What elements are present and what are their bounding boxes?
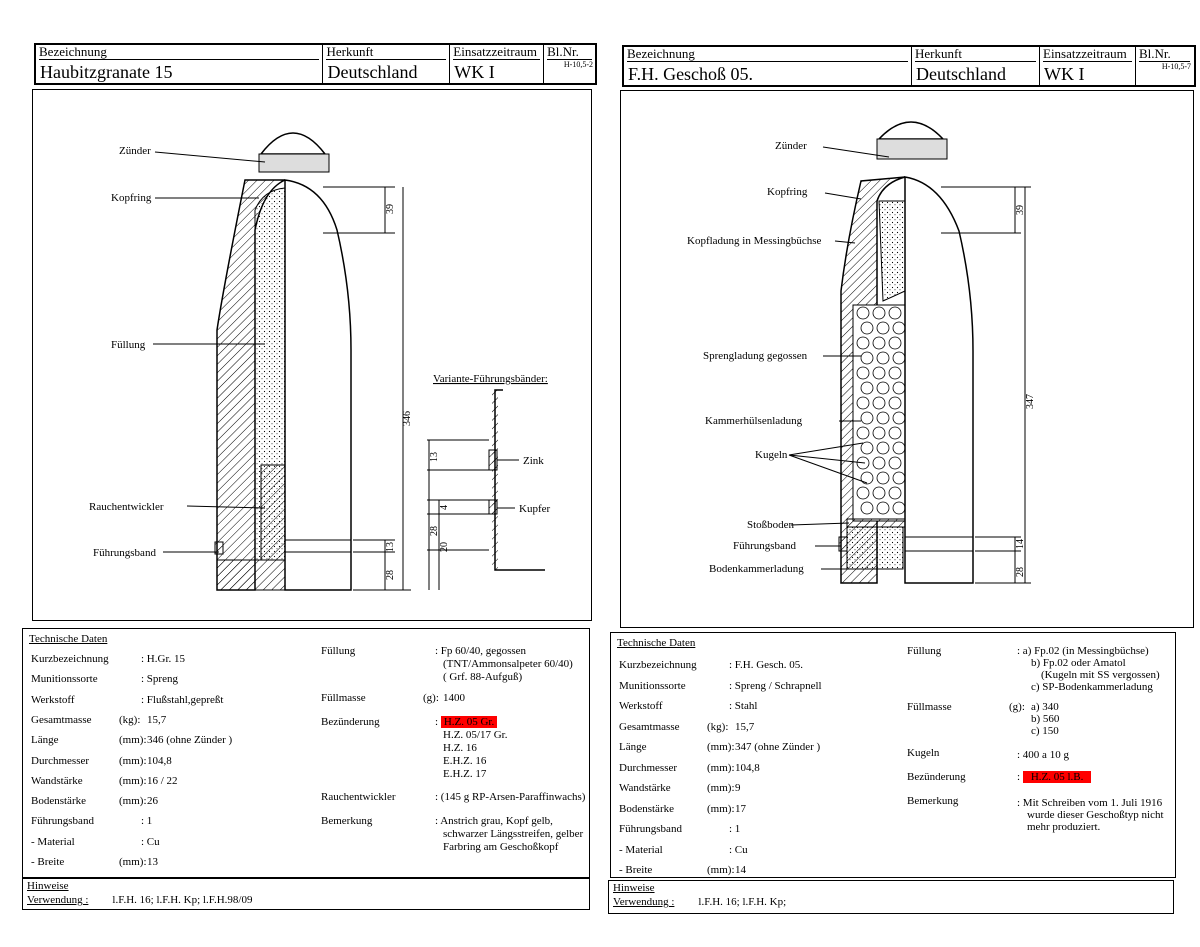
fuellmasse-line-2: b) 560: [1031, 713, 1060, 725]
tech-value: 9: [735, 782, 741, 794]
blnr-label: Bl.Nr.: [547, 45, 592, 60]
dim-39: 39: [1015, 205, 1026, 215]
blnr-cell: [1136, 47, 1193, 85]
ball-icon: [893, 382, 905, 394]
driving-band: [839, 537, 847, 551]
dim-variant-28: 28: [429, 526, 440, 536]
tech-value: : Spreng / Schrapnell: [729, 679, 822, 692]
bezuenderung-highlight: H.Z. 05 Gr.: [441, 716, 497, 728]
drawing-panel: [620, 90, 1194, 628]
bezuenderung-line-3: E.H.Z. 16: [443, 755, 487, 767]
kugeln-label: Kugeln: [907, 747, 940, 759]
ball-icon: [877, 412, 889, 424]
variant-label-zink: Zink: [523, 455, 544, 467]
ball-icon: [889, 457, 901, 469]
ball-icon: [889, 487, 901, 499]
tech-key: Durchmesser: [619, 761, 678, 774]
label-fuehrungsband: Führungsband: [733, 540, 796, 552]
herkunft-cell: [323, 45, 450, 83]
tech-key: Wandstärke: [619, 782, 671, 794]
tech-value: : Cu: [729, 843, 748, 856]
tech-key: Führungsband: [619, 823, 682, 835]
variant-label-kupfer: Kupfer: [519, 503, 551, 515]
ball-icon: [889, 367, 901, 379]
dim-28: 28: [385, 570, 396, 580]
ball-icon: [893, 472, 905, 484]
tech-key: Werkstoff: [31, 693, 75, 706]
einsatz-value: WK I: [454, 62, 495, 82]
ball-icon: [877, 352, 889, 364]
ball-icon: [873, 367, 885, 379]
bezeichnung-cell: [36, 45, 323, 83]
verwendung-value: l.F.H. 16; l.F.H. Kp; l.F.H.98/09: [112, 894, 253, 906]
variant-title: Variante-Führungsbänder:: [433, 373, 548, 385]
tech-key: - Breite: [31, 856, 65, 868]
tech-value: 26: [147, 795, 158, 808]
tech-value: : Spreng: [141, 673, 178, 686]
shell-cross-section: [33, 90, 591, 620]
tech-data-table: Technische Daten Füllung : Fp 60/40, gegossen (TNT/Ammonsalpeter 60/40) ( Grf. 88-Aufguß) Füllmasse (g): 1400 Bezünderung : H.Z. 05 Gr. H.Z. 05/17 Gr. H.Z. 16 E.H.Z. 16 E.H.Z. 17 Rauchentwickler : (145 g RP-Arsen-Paraffinwachs) Bemerkung : Anstrich grau, Kopf gelb, schwarzer Längsstreifen, gelber Farbring am Geschoßkopf Kurzbezeichnung : H.Gr. 15 Munitionssorte : Spreng Werkstoff : Flußstahl,gepreßt Gesamtmasse (kg): 15,7 Länge (mm): 346 (ohne Zünder ) Durchmesser (mm): 104,8 Wandstärke (mm): 16 / 22 Bodenstärke (mm): 26 Führungsband : 1 - Material : Cu - Breite (mm): 13: [22, 628, 590, 878]
tech-unit: (mm):: [707, 782, 735, 794]
ball-icon: [877, 442, 889, 454]
tech-key: Länge: [619, 741, 647, 753]
fuellmasse-label: Füllmasse: [321, 692, 366, 704]
bemerkung-line-3: mehr produziert.: [1027, 821, 1101, 833]
herkunft-label: Herkunft: [915, 47, 1036, 62]
fuellung-line-4: c) SP-Bodenkammerladung: [1031, 681, 1153, 693]
tech-unit: (kg):: [707, 720, 729, 733]
herkunft-value: Deutschland: [916, 64, 1006, 84]
fuellung-line-3: (Kugeln mit SS vergossen): [1041, 669, 1160, 681]
einsatz-cell: [450, 45, 544, 83]
fuellmasse-line-3: c) 150: [1031, 725, 1059, 737]
ball-icon: [857, 397, 869, 409]
label-rauchentwickler: Rauchentwickler: [89, 501, 164, 513]
ball-icon: [889, 307, 901, 319]
tech-unit: (mm):: [707, 741, 735, 753]
tech-key: Munitionssorte: [31, 673, 98, 686]
dim-39: 39: [385, 204, 396, 214]
ball-icon: [893, 352, 905, 364]
tech-data-title: Technische Daten: [617, 637, 696, 649]
tech-unit: (mm):: [119, 856, 147, 868]
herkunft-cell: [912, 47, 1040, 85]
ball-icon: [861, 322, 873, 334]
bemerkung-label: Bemerkung: [907, 795, 959, 807]
smoke-generator: [261, 465, 285, 560]
tech-key: Führungsband: [31, 815, 94, 828]
tech-key: - Breite: [619, 864, 653, 876]
tech-unit: (mm):: [707, 761, 735, 774]
tech-key: Gesamtmasse: [619, 720, 680, 733]
kugeln-value: : 400 a 10 g: [1017, 749, 1069, 761]
notes-block: [22, 878, 590, 910]
bezeichnung-cell: [624, 47, 912, 85]
notes-title: Hinweise: [27, 880, 69, 892]
tech-value: : Flußstahl,gepreßt: [141, 693, 224, 706]
ball-icon: [893, 412, 905, 424]
tech-value: 104,8: [735, 761, 760, 774]
fuellung-line-2: (TNT/Ammonsalpeter 60/40): [443, 658, 573, 670]
tech-key: Bodenstärke: [31, 795, 86, 808]
designation-value: Haubitzgranate 15: [40, 62, 173, 82]
bezuenderung-label: Bezünderung: [907, 771, 966, 783]
einsatz-label: Einsatzzeitraum: [453, 45, 540, 60]
tech-key: Bodenstärke: [619, 802, 674, 815]
ball-icon: [857, 367, 869, 379]
tech-key: Kurzbezeichnung: [31, 653, 109, 665]
ball-icon: [873, 457, 885, 469]
label-sprengladung: Sprengladung gegossen: [703, 350, 808, 362]
tech-unit: (mm):: [707, 864, 735, 876]
tech-value: 15,7: [147, 713, 167, 726]
ball-icon: [877, 472, 889, 484]
ball-icon: [877, 502, 889, 514]
ball-icon: [857, 337, 869, 349]
tech-value: 347 (ohne Zünder ): [735, 741, 821, 753]
ball-icon: [893, 442, 905, 454]
drawing-panel: [32, 89, 592, 621]
tech-key: Munitionssorte: [619, 679, 686, 692]
fuellmasse-line-1: a) 340: [1031, 701, 1059, 713]
tech-value: : Cu: [141, 835, 160, 848]
verwendung-label: Verwendung :: [27, 894, 89, 906]
tech-unit: (mm):: [119, 754, 147, 767]
ball-icon: [857, 307, 869, 319]
title-block: [34, 43, 597, 85]
ball-icon: [857, 427, 869, 439]
dim-13: 13: [385, 542, 396, 552]
ball-icon: [877, 322, 889, 334]
bezuenderung-highlight: H.Z. 05 l.B.: [1023, 771, 1092, 783]
fuellmasse-unit: (g):: [423, 692, 439, 704]
tech-value: : 1: [729, 823, 741, 835]
dim-346: 346: [402, 411, 413, 426]
tech-value: 14: [735, 864, 746, 876]
label-bodenkammerladung: Bodenkammerladung: [709, 563, 804, 575]
fuellung-line-2: b) Fp.02 oder Amatol: [1031, 657, 1126, 669]
dim-28: 28: [1015, 567, 1026, 577]
tech-key: Wandstärke: [31, 774, 83, 787]
label-fuehrungsband: Führungsband: [93, 547, 156, 559]
tech-key: Länge: [31, 734, 59, 747]
ball-icon: [873, 397, 885, 409]
herkunft-value: Deutschland: [327, 62, 418, 82]
fuze-shape: [261, 133, 325, 154]
tech-key: - Material: [619, 843, 663, 856]
notes-title: Hinweise: [613, 882, 655, 894]
fuellmasse-label: Füllmasse: [907, 701, 952, 713]
ball-icon: [889, 397, 901, 409]
tech-key: Durchmesser: [31, 754, 90, 767]
ball-icon: [893, 502, 905, 514]
fuze-shape: [879, 122, 943, 139]
bezuenderung-line-1: H.Z. 05/17 Gr.: [443, 729, 508, 741]
ball-icon: [893, 322, 905, 334]
tech-value: 16 / 22: [147, 774, 178, 787]
tech-data-title: Technische Daten: [29, 633, 108, 645]
label-kopfladung: Kopfladung in Messingbüchse: [687, 235, 822, 247]
herkunft-label: Herkunft: [326, 45, 446, 60]
fuellung-line-1: : Fp 60/40, gegossen: [435, 645, 527, 657]
tech-value: 104,8: [147, 754, 172, 767]
bezuenderung-line-2: H.Z. 16: [443, 742, 477, 754]
blnr-value: H-10,5-2: [563, 60, 593, 69]
ball-icon: [861, 412, 873, 424]
base-chamber: [847, 527, 903, 569]
fuellung-label: Füllung: [321, 645, 356, 657]
tech-unit: (mm):: [119, 774, 147, 787]
ball-icon: [889, 337, 901, 349]
tech-unit: (kg):: [119, 713, 141, 726]
dim-variant-20: 20: [439, 542, 450, 552]
rauch-label: Rauchentwickler: [321, 791, 396, 803]
bemerkung-line-1: : Anstrich grau, Kopf gelb,: [435, 815, 553, 827]
bezeichnung-label: Bezeichnung: [627, 47, 908, 62]
tech-value: : H.Gr. 15: [141, 653, 185, 665]
label-fuellung: Füllung: [111, 339, 146, 351]
tech-unit: (mm):: [707, 802, 735, 815]
bezuenderung-label: Bezünderung: [321, 716, 380, 728]
ball-icon: [873, 337, 885, 349]
label-stossboden: Stoßboden: [747, 519, 795, 531]
ball-icon: [861, 352, 873, 364]
tech-unit: (mm):: [119, 734, 147, 747]
tech-unit: (mm):: [119, 795, 147, 808]
einsatz-value: WK I: [1044, 64, 1085, 84]
ball-icon: [861, 502, 873, 514]
ball-icon: [861, 382, 873, 394]
ball-icon: [861, 472, 873, 484]
variant-band-detail: [495, 390, 545, 570]
ball-icon: [877, 382, 889, 394]
designation-value: F.H. Geschoß 05.: [628, 64, 754, 84]
bemerkung-line-2: schwarzer Längsstreifen, gelber: [443, 828, 584, 840]
blnr-label: Bl.Nr.: [1139, 47, 1190, 62]
bemerkung-line-3: Farbring am Geschoßkopf: [443, 841, 559, 853]
bezeichnung-label: Bezeichnung: [39, 45, 319, 60]
verwendung-label: Verwendung :: [613, 896, 675, 908]
ball-icon: [873, 307, 885, 319]
tech-key: Werkstoff: [619, 700, 663, 712]
fuellmasse-unit: (g):: [1009, 701, 1025, 713]
bemerkung-line-2: wurde dieser Geschoßtyp nicht: [1027, 809, 1164, 821]
fuellung-line-3: ( Grf. 88-Aufguß): [443, 671, 523, 683]
dim-variant-13: 13: [429, 452, 440, 462]
tech-value: 15,7: [735, 720, 755, 733]
label-zuender: Zünder: [775, 140, 807, 152]
shell-cross-section: [621, 91, 1193, 627]
rauch-value: : (145 g RP-Arsen-Paraffinwachs): [435, 791, 586, 803]
ball-icon: [861, 442, 873, 454]
label-kugeln: Kugeln: [755, 449, 788, 461]
dim-347: 347: [1025, 394, 1036, 409]
tech-key: Kurzbezeichnung: [619, 659, 697, 671]
fuellmasse-value: 1400: [443, 692, 465, 704]
label-kopfring: Kopfring: [767, 186, 808, 198]
head-charge: [879, 201, 905, 301]
tech-key: - Material: [31, 835, 75, 848]
tech-value: : Stahl: [729, 700, 758, 712]
bemerkung-label: Bemerkung: [321, 815, 373, 827]
blnr-value: H-10,5-7: [1161, 62, 1191, 71]
label-kopfring: Kopfring: [111, 192, 152, 204]
bemerkung-line-1: : Mit Schreiben vom 1. Juli 1916: [1017, 797, 1163, 809]
tech-key: Gesamtmasse: [31, 713, 92, 726]
verwendung-value: l.F.H. 16; l.F.H. Kp;: [698, 896, 787, 908]
ball-icon: [889, 427, 901, 439]
blnr-cell: [544, 45, 595, 83]
ball-icon: [873, 427, 885, 439]
tech-value: 17: [735, 802, 746, 815]
label-kammerhuelsenladung: Kammerhülsenladung: [705, 415, 803, 427]
tech-value: : 1: [141, 815, 153, 828]
tech-value: : F.H. Gesch. 05.: [729, 659, 803, 671]
label-zuender: Zünder: [119, 145, 151, 157]
einsatz-cell: [1040, 47, 1136, 85]
title-block: [622, 45, 1196, 87]
ball-icon: [873, 487, 885, 499]
einsatz-label: Einsatzzeitraum: [1043, 47, 1132, 62]
tech-value: 13: [147, 856, 158, 868]
ball-icon: [857, 487, 869, 499]
tech-data-table: Technische Daten Füllung : a) Fp.02 (in Messingbüchse) b) Fp.02 oder Amatol (Kugeln mit SS vergossen) c) SP-Bodenkammerladung Füllmasse (g): a) 340 b) 560 c) 150 Kugeln : 400 a 10 g Bezünderung : H.Z. 05 l.B. Bemerkung : Mit Schreiben vom 1. Juli 1916 wurde dieser Geschoßtyp nicht mehr produziert. Kurzbezeichnung : F.H. Gesch. 05. Munitionssorte : Spreng / Schrapnell Werkstoff : Stahl Gesamtmasse (kg): 15,7 Länge (mm): 347 (ohne Zünder ) Durchmesser (mm): 104,8 Wandstärke (mm): 9 Bodenstärke (mm): 17 Führungsband : 1 - Material : Cu - Breite (mm): 14: [610, 632, 1176, 878]
dim-variant-4: 4: [439, 505, 450, 510]
notes-block: [608, 880, 1174, 914]
dim-14: 14: [1015, 539, 1026, 549]
bezuenderung-line-4: E.H.Z. 17: [443, 768, 487, 780]
tech-value: 346 (ohne Zünder ): [147, 734, 233, 747]
fuellung-label: Füllung: [907, 645, 942, 657]
fuellung-line-1: : a) Fp.02 (in Messingbüchse): [1017, 645, 1149, 657]
